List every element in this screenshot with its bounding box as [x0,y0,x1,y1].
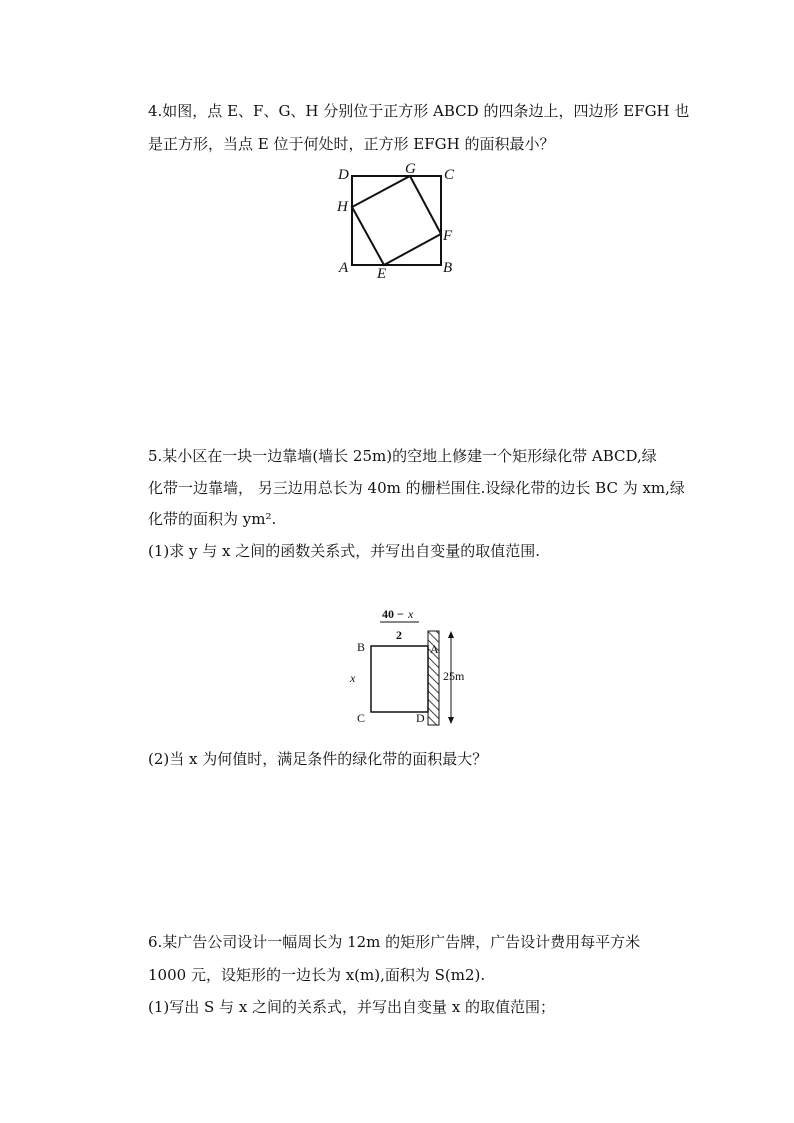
q5-text-line-3: 化带的面积为 ym². [148,510,277,528]
label-a: A [430,642,439,656]
square-abcd [352,176,441,265]
fraction-denominator: 2 [396,628,402,642]
label-e: E [377,266,387,282]
wall-length-label: 25m [443,669,465,683]
fraction-numerator-minus: − [397,607,404,621]
q4-text-line-1: 4.如图，点 E、F、G、H 分别位于正方形 ABCD 的四条边上，四边形 EFGH 也 [148,102,690,120]
label-b: B [443,260,453,276]
label-b: B [357,640,366,654]
q5-text-line-2: 化带一边靠墙， 另三边用总长为 40m 的栅栏围住.设绿化带的边长 BC 为 xm,绿 [148,479,685,497]
q6-text-line-2: 1000 元，设矩形的一边长为 x(m),面积为 S(m2). [148,966,486,984]
label-c: C [444,167,455,183]
label-c: C [357,711,366,725]
label-d: D [338,167,349,183]
garden-rectangle [371,646,428,712]
q6-text-line-1: 6.某广告公司设计一幅周长为 12m 的矩形广告牌，广告设计费用每平方米 [148,933,641,951]
arrow-down-icon [448,717,454,724]
q4-square-figure [332,162,472,282]
q4-text-line-2: 是正方形，当点 E 位于何处时，正方形 EFGH 的面积最小？ [148,135,555,153]
fraction-numerator-var: x [408,607,414,621]
label-a: A [339,260,349,276]
arrow-up-icon [448,631,454,638]
q5-part-1: (1)求 y 与 x 之间的函数关系式，并写出自变量的取值范围. [148,542,541,560]
label-h: H [337,199,348,215]
label-d: D [416,711,425,725]
label-g: G [405,162,416,177]
q6-part-1: (1)写出 S 与 x 之间的关系式，并写出自变量 x 的取值范围； [148,998,556,1016]
q5-text-line-1: 5.某小区在一块一边靠墙(墙长 25m)的空地上修建一个矩形绿化带 ABCD,绿 [148,447,657,465]
label-f: F [443,228,453,244]
q5-part-2: (2)当 x 为何值时，满足条件的绿化带的面积最大？ [148,750,488,768]
fraction-numerator-value: 40 [382,607,394,621]
label-x-side: x [350,671,356,685]
square-efgh [352,176,441,265]
q5-garden-figure [345,600,485,730]
